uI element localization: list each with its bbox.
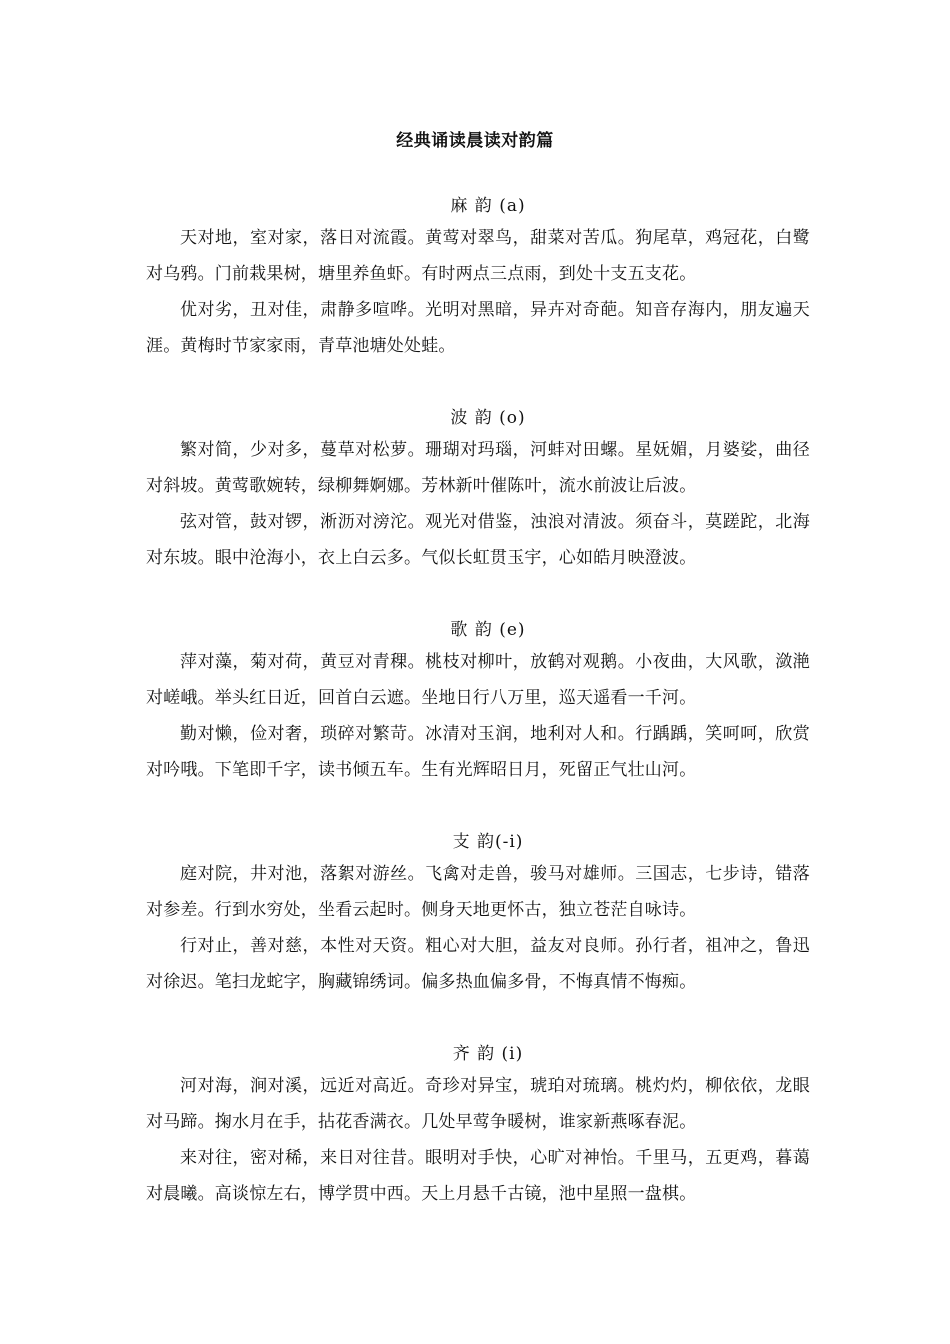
section-qi-rhyme	[146, 1040, 810, 1212]
paragraph: 来对往，密对稀，来日对往昔。眼明对手快，心旷对神怡。千里马，五更鸡，暮蔼对晨曦。高谈惊左右，博学贯中西。天上月悬千古镜，池中星照一盘棋。	[146, 1148, 810, 1204]
paragraph: 弦对管，鼓对锣，淅沥对滂沱。观光对借鉴，浊浪对清波。须奋斗，莫蹉跎，北海对东坡。眼中沧海小，衣上白云多。气似长虹贯玉宇，心如皓月映澄波。	[146, 512, 810, 568]
sections	[146, 192, 810, 1252]
paragraph: 繁对简，少对多，蔓草对松萝。珊瑚对玛瑙，河蚌对田螺。星妩媚，月婆娑，曲径对斜坡。黄莺歌婉转，绿柳舞婀娜。芳林新叶催陈叶，流水前波让后波。	[146, 440, 810, 496]
section-heading: 支 韵(-i)	[452, 832, 524, 852]
paragraph: 勤对懒，俭对奢，琐碎对繁苛。冰清对玉润，地利对人和。行踽踽，笑呵呵，欣赏对吟哦。下笔即千字，读书倾五车。生有光辉昭日月，死留正气壮山河。	[146, 724, 810, 780]
page-title: 经典诵读晨读对韵篇	[396, 131, 554, 151]
section-heading: 歌 韵 (e)	[450, 620, 526, 640]
section-heading: 麻 韵 (a)	[450, 196, 526, 216]
section-ma-rhyme	[146, 192, 810, 364]
paragraph: 优对劣，丑对佳，肃静多喧哗。光明对黑暗，异卉对奇葩。知音存海内，朋友遍天涯。黄梅时节家家雨，青草池塘处处蛙。	[146, 300, 810, 356]
section-zhi-rhyme	[146, 828, 810, 1000]
paragraph: 河对海，涧对溪，远近对高近。奇珍对异宝，琥珀对琉璃。桃灼灼，柳依依，龙眼对马蹄。掬水月在手，拈花香满衣。几处早莺争暖树，谁家新燕啄春泥。	[146, 1076, 810, 1132]
paragraph: 行对止，善对慈，本性对天资。粗心对大胆，益友对良师。孙行者，祖冲之，鲁迅对徐迟。笔扫龙蛇字，胸藏锦绣词。偏多热血偏多骨，不悔真情不悔痴。	[146, 936, 810, 992]
paragraph: 庭对院，井对池，落絮对游丝。飞禽对走兽，骏马对雄师。三国志，七步诗，错落对参差。行到水穷处，坐看云起时。侧身天地更怀古，独立苍茫自咏诗。	[146, 864, 810, 920]
section-heading: 齐 韵 (i)	[452, 1044, 524, 1064]
paragraph: 萍对藻，菊对荷，黄豆对青稞。桃枝对柳叶，放鹤对观鹅。小夜曲，大风歌，潋滟对嵯峨。举头红日近，回首白云遮。坐地日行八万里，巡天遥看一千河。	[146, 652, 810, 708]
section-heading: 波 韵 (o)	[450, 408, 526, 428]
section-bo-rhyme	[146, 404, 810, 576]
paragraph: 天对地，室对家，落日对流霞。黄莺对翠鸟，甜菜对苦瓜。狗尾草，鸡冠花，白鹭对乌鸦。门前栽果树，塘里养鱼虾。有时两点三点雨，到处十支五支花。	[146, 228, 810, 284]
section-ge-rhyme	[146, 616, 810, 788]
